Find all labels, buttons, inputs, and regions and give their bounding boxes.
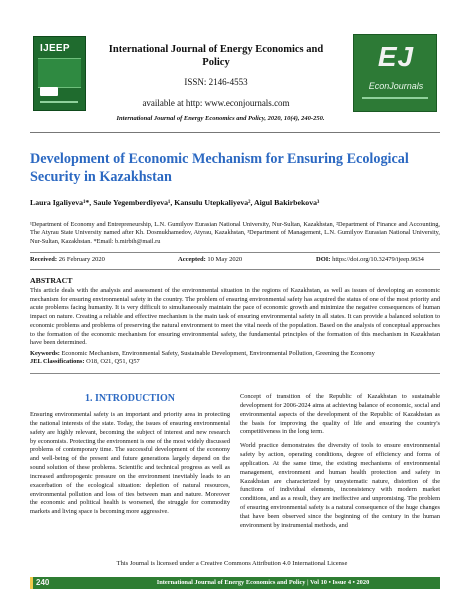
econjournals-logo: [353, 34, 437, 112]
divider-below-dates: [30, 269, 440, 270]
page-footer: [30, 577, 440, 589]
footer-journal-line: International Journal of Energy Economics and Policy | Vol 10 • Issue 4 • 2020: [156, 579, 370, 586]
abstract-heading: ABSTRACT: [30, 276, 73, 285]
journal-cover-thumbnail: [33, 36, 86, 111]
paper-title: Development of Economic Mechanism for Ensuring Ecological Security in Kazakhstan: [30, 151, 409, 185]
journal-citation: International Journal of Energy Economics and Policy, 2020, 10(4), 240-250.: [116, 115, 325, 122]
license-notice[interactable]: This Journal is licensed under a Creative Commons Attribution 4.0 International License: [116, 560, 348, 567]
received-label: Received:: [30, 256, 58, 263]
cover-label: IJEEP: [40, 43, 70, 54]
journal-title: International Journal of Energy Economics and Policy: [108, 44, 324, 68]
keywords-list: Economic Mechanism, Environmental Safety, Sustainable Development, Environmental Pollution, Greening the Economy: [61, 350, 375, 357]
right-column: [240, 393, 440, 536]
cover-stripe: [38, 58, 81, 88]
keywords-label: Keywords:: [30, 350, 60, 357]
divider-above-dates: [30, 252, 440, 253]
intro-paragraph-2: Concept of transition of the Republic of Kazakhstan to sustainable development for 2006-2024 aims at achieving balance of economic, social and environmental aspects of the development of the Republic of Kazakhstan as the basis for improving the quality of life and ensuring the country's competitiveness in the long term.: [240, 393, 440, 436]
article-dates: [30, 256, 440, 266]
ej-logo-text: EconJournals: [368, 81, 424, 91]
left-column: [30, 411, 230, 522]
introduction-heading: 1. INTRODUCTION: [84, 393, 175, 404]
intro-paragraph-3: World practice demonstrates the diversity of tools to ensure environmental safety by action, operating conditions, degree of efficiency and forms of application. At the same time, the existing mechanisms of environmental management, environment and human health protection and safety in Kazakhstan are characterized by unsystematic nature, distortion of the functions of individual elements, inconsistency with modern market conditions, and as a result, they are ineffective and unpromising. The problem of ensuring environmental safety is a natural consequence of the huge changes that have been observed since the beginning of the century in the human environment by instrumental methods, and: [240, 442, 440, 529]
journal-issn: ISSN: 2146-4553: [184, 77, 248, 87]
page-number: 240: [36, 578, 50, 587]
jel-codes: O18, O21, Q51, Q57: [86, 358, 140, 366]
accepted-date: 10 May 2020: [207, 256, 243, 263]
author-affiliations: ¹Department of Economy and Entrepreneurship, L.N. Gumilyov Eurasian National University, Nur-Sultan, Kazakhstan, ²Department of Finance and Accounting, The Atyrau State University named after Kh. Dosmukhamedov, Atyrau, Kazakhstan, ³Department of Management, L.N. Gumilyov Eurasian National University, Nur-Sultan, Kazakhstan. *Email: b.mirbih@mail.ru: [30, 221, 440, 245]
ej-logo-mark: EJ: [377, 41, 415, 72]
author-list: Laura Igaliyeva¹*, Saule Yegemberdiyeva¹, Kansulu Utepkaliyeva², Aigul Bakirbekova³: [30, 198, 320, 207]
cover-mini-logo: [40, 87, 58, 96]
abstract-text: This article deals with the analysis and assessment of the environmental situation in the regions of Kazakhstan, as well as issues of developing an economic mechanism for ensuring environmental safety in the country. The problem of ensuring environmental safety has acquired the status of one of the most priority and acute problems facing humanity. It is very difficult to simultaneously maintain the pace of economic growth and minimize the negative consequences of human impact on nature. Creating a reliable and effective mechanism is the main task of ensuring environmental safety in all states. It can provide a balanced solution to economic problems and problems of preserving the natural environment to meet the vital needs of the population. Based on the analysis of conceptual approaches to the formation of the economic mechanism for ensuring environmental safety, the fundamental principles of the formation of this mechanism in Kazakhstan have been determined.: [30, 287, 440, 347]
divider-below-keywords: [30, 373, 440, 374]
jel-label: JEL Classifications:: [30, 358, 85, 366]
journal-header: [0, 0, 464, 140]
intro-paragraph-1: Ensuring environmental safety is an important and priority area in protecting the national interests of the state. Today, the issues of ensuring environmental safety are highly relevant, becoming the subject of interest and new research by economists. Protecting the environment is one of the most widely discussed problems of contemporary time. The successful development of the economy and well-being of the present and future generations largely depend on the sound solution of these problems. Scientific and technical progress as well as increased anthropogenic pressure on the environment inevitably leads to an exacerbation of the ecological situation: depletion of natural resources, environmental pollution and loss of ties between man and nature. Moreover the economic and political health is worsened, the struggle for commodity markets and living space is becoming more aggressive.: [30, 411, 230, 516]
header-divider: [30, 132, 440, 133]
journal-website[interactable]: available at http: www.econjournals.com: [142, 98, 290, 108]
doi-label: DOI:: [316, 256, 331, 263]
accepted-label: Accepted:: [178, 256, 206, 263]
ej-logo-wave: [362, 97, 428, 99]
doi-link[interactable]: https://doi.org/10.32479/ijeep.9634: [332, 256, 424, 263]
cover-mini-line: [40, 101, 78, 103]
keywords-block: [30, 350, 440, 367]
received-date: 26 February 2020: [58, 256, 105, 263]
